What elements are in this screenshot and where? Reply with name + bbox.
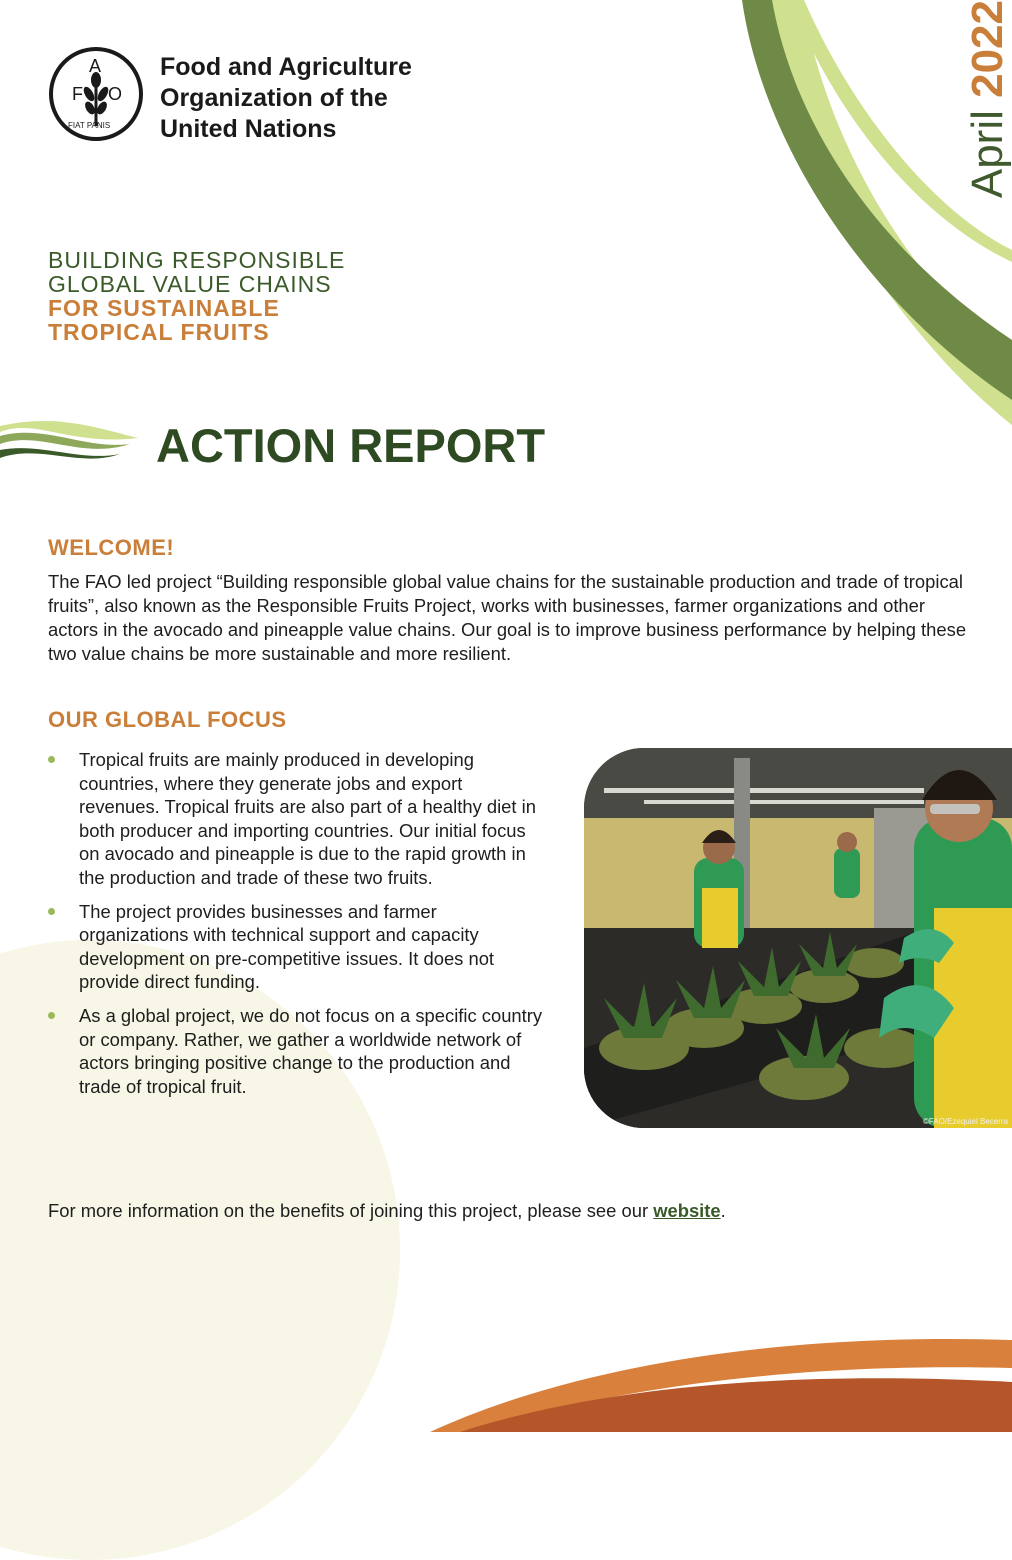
project-title — [48, 248, 345, 344]
list-item-text: As a global project, we do not focus on a specific country or company. Rather, we gather a worldwide network of actors bringing positive change to the production and trade of tropical fruit. — [79, 1004, 543, 1097]
global-focus-heading: OUR GLOBAL FOCUS — [48, 707, 287, 732]
footer-text: For more information on the benefits of joining this project, please see our — [48, 1200, 654, 1221]
welcome-heading: WELCOME! — [48, 535, 175, 560]
pineapple-workers-photo — [584, 748, 1012, 1128]
logo-letter-f: F — [72, 84, 83, 104]
list-item — [48, 900, 548, 994]
fao-logo — [48, 46, 144, 142]
list-item-text: Tropical fruits are mainly produced in developing countries, where they generate jobs and export revenues. Tropical fruits are also part of a healthy diet in both producer and importing countries. Our initial focus on avocado and pineapple is due to the rapid growth in the production and trade of these two fruits. — [79, 749, 536, 888]
footer-trailing: . — [720, 1200, 726, 1221]
logo-motto: FIAT PANIS — [68, 121, 111, 130]
photo-illustration — [584, 748, 1012, 1128]
logo-letter-a: A — [89, 56, 102, 76]
org-name-line-2: Organization of the — [160, 84, 388, 112]
photo-credit: ©FAO/Ezequiel Becerra — [922, 1117, 1008, 1126]
list-item — [48, 1004, 548, 1098]
bullet-icon — [48, 756, 55, 763]
project-title-line-3: FOR SUSTAINABLE — [48, 295, 280, 321]
list-item — [48, 748, 548, 890]
website-link[interactable]: website — [653, 1200, 721, 1221]
report-title: ACTION REPORT — [156, 419, 546, 472]
report-date — [963, 0, 1012, 244]
project-title-line-2: GLOBAL VALUE CHAINS — [48, 271, 332, 297]
footer-info — [48, 1200, 726, 1222]
project-title-line-4: TROPICAL FRUITS — [48, 319, 270, 345]
logo-letter-o: O — [108, 84, 123, 104]
project-title-line-1: BUILDING RESPONSIBLE — [48, 247, 346, 273]
bullet-icon — [48, 908, 55, 915]
left-wave-decoration — [0, 410, 140, 470]
org-name-line-1: Food and Agriculture — [160, 53, 412, 81]
list-item-text: The project provides businesses and farmer organizations with technical support and capacity development on pre-competitive issues. It does not provide direct funding. — [79, 900, 495, 993]
bullet-icon — [48, 1012, 55, 1019]
bottom-swoosh-decoration — [0, 1332, 1012, 1432]
global-focus-list — [48, 748, 548, 1108]
date-year: 2022 — [963, 0, 1012, 98]
date-month: April — [963, 110, 1012, 199]
org-name-line-3: United Nations — [160, 115, 337, 143]
welcome-body: The FAO led project “Building responsible global value chains for the sustainable production and trade of tropical fruits”, also known as the Responsible Fruits Project, works with businesses, farmer organizations and other actors in the avocado and pineapple value chains. Our goal is to improve business performance by helping these two value chains be more sustainable and more resilient. — [48, 571, 967, 664]
organization-name — [160, 52, 412, 145]
